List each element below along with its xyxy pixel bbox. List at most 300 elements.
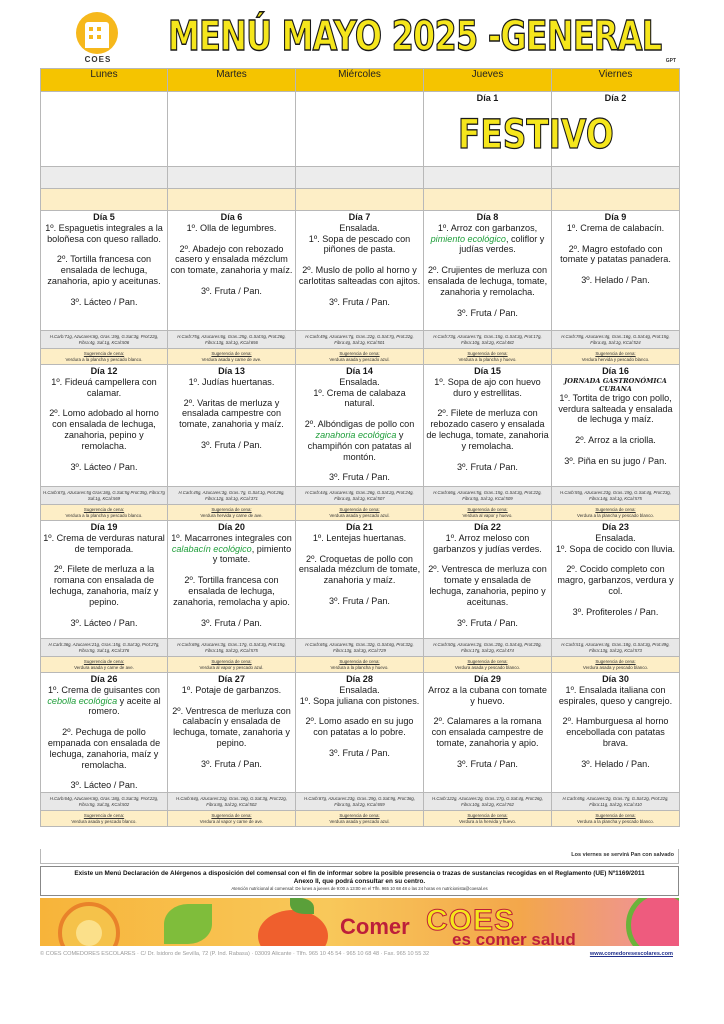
nutrition-info: H.Carb:122g, Azucares:2g, Gras.:17g, G.Sat:4g, Prot:26g, Fibra:10g, Sal:2g, KCal:762 xyxy=(424,793,552,811)
week0-martes xyxy=(168,92,296,167)
dish-text: 1º. Ensalada italiana con espirales, queso y cangrejo. xyxy=(558,684,673,706)
week2-menu-row xyxy=(41,365,680,487)
day-label: Día 13 xyxy=(218,366,245,376)
week1-menu-row xyxy=(41,211,680,331)
dish-line xyxy=(426,685,549,707)
dish-line xyxy=(170,706,293,749)
dish-text: 2º. Arroz a la criolla. xyxy=(575,435,656,446)
dinner-suggestion-label: Sugerencia de cena: xyxy=(339,659,380,665)
week3-menu-row xyxy=(41,521,680,639)
dish-line xyxy=(43,223,165,245)
dinner-suggestion-label: Sugerencia de cena: xyxy=(595,813,636,819)
dish-line xyxy=(426,265,549,297)
weeks-body xyxy=(41,211,680,827)
slogan-comer: Comer xyxy=(340,914,410,939)
dish-text: 3º. Helado / Pan. xyxy=(581,275,650,286)
dinner-suggestion-text: Verdura a la plancha y pescado blanco. xyxy=(577,512,654,518)
dish-text: 2º. Tortilla francesa con ensalada de lechuga, zanahoria, remolacha y apio. xyxy=(173,575,290,607)
dish-line xyxy=(298,265,421,287)
dinner-suggestion xyxy=(424,349,552,365)
dish-text: 1º. Olla de legumbres. xyxy=(186,222,277,233)
menu-cell-viernes xyxy=(552,211,680,331)
dish-line xyxy=(298,223,421,234)
dish-text: 3º. Lácteo / Pan. xyxy=(70,461,138,472)
dinner-suggestion xyxy=(168,349,296,365)
dinner-suggestion-text: Verdura a la plancha y pescado blanco. xyxy=(65,512,143,518)
dish-line xyxy=(170,398,293,430)
dish-text: 3º. Fruta / Pan. xyxy=(457,617,518,628)
day-label: Día 28 xyxy=(346,674,373,684)
menu-cell-lunes xyxy=(41,365,168,487)
nutrition-info: H.Carb:75g, Azucares:6g, Gras.:25g, G.Sat:5g, Prot:26g, Fibra:13g, Sal:1g, KCal:656 xyxy=(168,331,296,349)
logo-text: COES xyxy=(84,55,112,64)
dish-text: 1º. Crema de calabacín. xyxy=(566,222,665,233)
dinner-suggestion-text: Verdura asada y pescado azul. xyxy=(329,356,390,362)
dinner-suggestion-text: Verdura a la plancha y pescado blanco. xyxy=(577,818,654,824)
menu-cell-miercoles xyxy=(296,365,424,487)
dish-text: 2º. Tortilla francesa con ensalada de lechuga, zanahoria, apio y aceitunas. xyxy=(47,254,161,286)
dish-text: , coliflor y judías verdes. xyxy=(459,233,545,255)
dish-line xyxy=(298,596,421,607)
dish-text: 2º. Ventresca de merluza con tomate y ensalada de lechuga, zanahoria, pepino y aceitunas. xyxy=(428,564,547,607)
day-label: Día 19 xyxy=(90,522,118,532)
dish-text: 1º. Lentejas huertanas. xyxy=(312,532,407,543)
dish-line xyxy=(298,472,421,483)
dish-line xyxy=(554,223,677,234)
dinner-suggestion xyxy=(552,505,680,521)
weekday-viernes: Viernes xyxy=(552,69,680,92)
dish-text: 2º. Cocido completo con magro, garbanzos, verdura y col. xyxy=(557,564,674,596)
weekday-jueves: Jueves xyxy=(424,69,552,92)
menu-cell-viernes xyxy=(552,365,680,487)
menu-cell-martes xyxy=(168,211,296,331)
dish-line xyxy=(43,727,165,770)
dinner-suggestion-label: Sugerencia de cena: xyxy=(467,813,508,819)
allergen-line-1: Existe un Menú Declaración de Alérgenos a disposición del comensal con el fin de informar sobre la posible presencia o trazas de sustancias recogidas en el Reglamento (UE) Nº1169/2011 xyxy=(74,870,645,877)
dish-text: 3º. Fruta / Pan. xyxy=(201,439,262,450)
dinner-suggestion xyxy=(296,505,424,521)
dish-text: 1º. Sopa de ajo con huevo duro y estrellitas. xyxy=(434,376,541,398)
dish-text: 3º. Fruta / Pan. xyxy=(329,472,390,483)
dinner-suggestion-label: Sugerencia de cena: xyxy=(211,507,252,513)
week0-nutrition-row xyxy=(41,167,680,189)
friday-note-box xyxy=(40,849,679,864)
dish-text: 3º. Profiteroles / Pan. xyxy=(572,606,659,617)
dinner-suggestion-text: Verdura hervida y pescado blanco. xyxy=(581,356,650,362)
theme-day-label: JORNADA GASTRONÓMICA xyxy=(564,376,667,385)
dish-text: Ensalada. xyxy=(339,376,380,387)
dish-text: 2º. Albóndigas de pollo con xyxy=(304,419,415,430)
dinner-suggestion-text: Verdura a la plancha y huevo. xyxy=(458,356,517,362)
dinner-suggestion-label: Sugerencia de cena: xyxy=(339,507,380,513)
day-label: Día 15 xyxy=(474,366,501,376)
menu-table xyxy=(40,68,680,827)
dish-text: 2º. Abadejo con rebozado casero y ensalada mézclum con tomate, zanahoria y maíz. xyxy=(170,243,293,276)
dish-text: 3º. Fruta / Pan. xyxy=(329,296,390,307)
dish-line xyxy=(426,462,549,473)
dish-line xyxy=(170,286,293,297)
dish-text: 2º. Hamburguesa al horno encebollada con patatas brava. xyxy=(562,716,669,748)
menu-cell-miercoles xyxy=(296,211,424,331)
dish-text: 2º. Calamares a la romana con ensalada campestre de tomate, zanahoria y apio. xyxy=(431,716,544,748)
day-label: Día 22 xyxy=(474,522,501,532)
dinner-suggestion-text: Verdura al vapor y huevo. xyxy=(462,512,513,518)
dish-text: 1º. Arroz con garbanzos, xyxy=(437,222,538,233)
promo-banner xyxy=(40,898,679,946)
day-label: Día 14 xyxy=(346,366,373,376)
menu-cell-jueves xyxy=(424,365,552,487)
dinner-suggestion-label: Sugerencia de cena: xyxy=(595,507,636,513)
dinner-suggestion xyxy=(424,657,552,673)
orange-slice-icon xyxy=(58,902,120,946)
dish-line xyxy=(298,419,421,462)
dish-line xyxy=(298,716,421,738)
dinner-suggestion xyxy=(296,811,424,827)
week3-cena-row xyxy=(41,657,680,673)
dinner-suggestion-label: Sugerencia de cena: xyxy=(339,813,380,819)
dish-text: 2º. Magro estofado con tomate y patatas panadera. xyxy=(560,243,671,265)
dish-line xyxy=(298,377,421,388)
organic-ingredient: cebolla ecológica xyxy=(47,695,118,706)
week4-menu-row xyxy=(41,673,680,793)
dish-line xyxy=(43,618,165,629)
dish-line xyxy=(426,408,549,451)
nutrition-info: H.Carb:66g, Azucares:5g, Gras.:15g, G.Sat:3g, Prot:22g, Fibra:5g, Sal:1g, KCal:509 xyxy=(424,487,552,505)
menu-cell-martes xyxy=(168,521,296,639)
dish-text: 1º. Crema de calabaza natural. xyxy=(313,387,406,409)
dinner-suggestion xyxy=(168,811,296,827)
dish-text: 2º. Pechuga de pollo empanada con ensalada de lechuga, zanahoria, maíz y remolacha. xyxy=(47,727,161,770)
dish-line xyxy=(426,533,549,555)
week1-cena-row xyxy=(41,349,680,365)
menu-cell-miercoles xyxy=(296,673,424,793)
day-label: Día 7 xyxy=(348,212,371,222)
nutrition-info: H.Carb:55g, Azucares:23g, Gras.:19g, G.Sat:4g, Prot:23g, Fibra:14g, Sal:1g, KCal:575 xyxy=(552,487,680,505)
dinner-suggestion xyxy=(424,505,552,521)
nutrition-info: H.Carb:51g, Azucares:4g, Gras.:18g, G.Sat:3g, Prot:49g, Fibra:13g, Sal:2g, KCal:573 xyxy=(552,639,680,657)
nutrition-info: H.Carb:49g, Azucares:7g, Gras.:22g, G.Sat:7g, Prot:22g, Fibra:4g, Sal:1g, KCal:501 xyxy=(296,331,424,349)
dinner-suggestion-text: Verdura asada y pescado blanco. xyxy=(582,664,649,670)
dish-line xyxy=(43,462,165,473)
day-label: Día 8 xyxy=(476,212,499,222)
dish-line xyxy=(298,748,421,759)
dinner-suggestion-label: Sugerencia de cena: xyxy=(467,351,508,357)
dish-line xyxy=(426,564,549,607)
dinner-suggestion-text: Verdura hervida y carne de ave. xyxy=(200,512,263,518)
dish-text: Ensalada. xyxy=(595,532,636,543)
nutrition-info: H.Carb:71g, Azucares:8g, Gras.:19g, G.Sat:3g, Prot:22g, Fibra:4g, Sal:1g, KCal:506 xyxy=(41,331,168,349)
dish-text: 3º. Lácteo / Pan. xyxy=(70,296,138,307)
dish-text: 2º. Filete de merluza con rebozado casero y ensalada de lechuga, tomate, zanahoria y remolacha. xyxy=(426,408,549,451)
dinner-suggestion-label: Sugerencia de cena: xyxy=(83,507,125,513)
dish-line xyxy=(298,685,421,696)
dish-text: Ensalada. xyxy=(339,684,380,695)
dish-line xyxy=(554,244,677,266)
dish-line xyxy=(170,685,293,696)
dish-line xyxy=(170,618,293,629)
day-label: Día 26 xyxy=(90,674,118,684)
dinner-suggestion-label: Sugerencia de cena: xyxy=(83,351,125,357)
page-header xyxy=(40,10,680,68)
dinner-suggestion-label: Sugerencia de cena: xyxy=(467,507,508,513)
dinner-suggestion xyxy=(41,349,168,365)
dish-text: 1º. Espaguetis integrales a la boloñesa con queso rallado. xyxy=(45,222,163,244)
day-label: Día 23 xyxy=(602,522,629,532)
dish-text: 3º. Fruta / Pan. xyxy=(457,307,518,318)
dish-line xyxy=(298,554,421,586)
theme-day-label: CUBANA xyxy=(599,384,632,393)
dish-text: 1º. Potaje de garbanzos. xyxy=(181,684,282,695)
day-label: Día 16 xyxy=(602,366,629,376)
dish-text: 3º. Lácteo / Pan. xyxy=(70,617,138,628)
dish-line xyxy=(298,696,421,707)
dinner-suggestion xyxy=(424,811,552,827)
dish-text: 1º. Arroz meloso con garbanzos y judías verdes. xyxy=(433,532,542,554)
dish-line xyxy=(43,254,165,286)
menu-cell-jueves xyxy=(424,211,552,331)
dinner-suggestion-label: Sugerencia de cena: xyxy=(467,659,508,665)
organic-ingredient: calabacín ecológico xyxy=(171,543,252,554)
dish-line xyxy=(426,759,549,770)
dinner-suggestion-label: Sugerencia de cena: xyxy=(211,351,252,357)
nutrition-info: H.Carb:36g, Azucares:21g, Gras.:15g, G.Sat:3g, Prot:27g, Fibra:5g, Sal:1g, KCal:376 xyxy=(41,639,168,657)
dish-text: 1º. Sopa juliana con pistones. xyxy=(299,695,420,706)
dinner-suggestion-text: Verdura a la plancha y huevo. xyxy=(330,664,389,670)
dinner-suggestion-text: Verdura asada y pescado azul. xyxy=(329,818,390,824)
dish-line xyxy=(426,377,549,399)
dish-line xyxy=(298,533,421,544)
week2-nutrition-row xyxy=(41,487,680,505)
slogan-salud: es comer salud xyxy=(452,930,576,946)
dish-text: Arroz a la cubana con tomate y huevo. xyxy=(428,684,547,706)
day-label: Día 27 xyxy=(218,674,245,684)
dinner-suggestion-text: Verdura al vapor y pescado azul. xyxy=(199,664,264,670)
menu-cell-miercoles xyxy=(296,521,424,639)
nutrition-info: H.Carb:50g, Azucares:2g, Gras.:20g, G.Sat:4g, Prot:20g, Fibra:17g, Sal:2g, KCal:474 xyxy=(424,639,552,657)
dish-text: 1º. Tortita de trigo con pollo, verdura salteada y ensalada de lechuga y maíz. xyxy=(558,392,673,425)
dish-line xyxy=(426,223,549,255)
week3-nutrition-row xyxy=(41,639,680,657)
organic-ingredient: zanahoria ecológica xyxy=(315,429,397,440)
website-link[interactable]: www.comedoresescolares.com xyxy=(589,951,673,957)
dinner-suggestion-label: Sugerencia de cena: xyxy=(211,659,252,665)
dinner-suggestion-text: Verdura asada y pescado blanco. xyxy=(71,818,137,824)
dinner-suggestion-text: Verdura a la plancha y pescado blanco. xyxy=(65,356,143,362)
dish-text: 3º. Fruta / Pan. xyxy=(457,461,518,472)
dish-text: y aceite al romero. xyxy=(88,695,161,717)
dish-line xyxy=(554,275,677,286)
day-label: Día 29 xyxy=(474,674,501,684)
dish-line xyxy=(170,575,293,607)
dish-text: 1º. Fideuá campellera con calamar. xyxy=(51,376,157,398)
dish-line xyxy=(43,780,165,791)
weekday-header-row xyxy=(41,69,680,92)
week1-nutrition-row xyxy=(41,331,680,349)
dish-line xyxy=(426,716,549,748)
dish-line xyxy=(298,388,421,410)
dish-text: 2º. Filete de merluza a la romana con ensalada de lechuga, zanahoria, maíz y pepino. xyxy=(49,564,159,607)
friday-note: Los viernes se servirá Pan con salvado xyxy=(571,852,674,858)
menu-cell-martes xyxy=(168,673,296,793)
week0-miercoles xyxy=(296,92,424,167)
dinner-suggestion-text: Verdura al vapor y carne de ave. xyxy=(199,818,264,824)
dinner-suggestion-label: Sugerencia de cena: xyxy=(83,659,125,665)
dish-text: , pimiento y tomate. xyxy=(212,543,292,565)
day-label: Día 21 xyxy=(346,522,373,532)
nutrition-info: H.Carb:65g, Azucares:9g, Gras.:32g, G.Sat:6g, Prot:32g, Fibra:13g, Sal:3g, KCal:729 xyxy=(296,639,424,657)
dish-line xyxy=(170,533,293,565)
dinner-suggestion-text: Verdura asada y pescado azul. xyxy=(329,512,390,518)
nutrition-info: H.Carb:69g, Azucares:3g, Gras.:17g, G.Sat:3g, Prot:15g, Fibra:15g, Sal:2g, KCal:575 xyxy=(168,639,296,657)
dish-line xyxy=(43,297,165,308)
week0-lunes xyxy=(41,92,168,167)
dish-text: 3º. Fruta / Pan. xyxy=(457,758,518,769)
dinner-suggestion-label: Sugerencia de cena: xyxy=(595,659,636,665)
dish-line xyxy=(554,393,677,425)
nutrition-info: H.Carb:45g, Azucares:3g, Gras.:7g, G.Sat:1g, Prot:26g, Fibra:12g, Sal:1g, KCal:371 xyxy=(168,487,296,505)
day-label: Día 5 xyxy=(93,212,115,222)
week2-cena-row xyxy=(41,505,680,521)
festivo-label: FESTIVO xyxy=(458,112,614,158)
dinner-suggestion-text: Verdura asada y carne de ave. xyxy=(74,664,134,670)
nutrition-info: H.Carb:87g, Azucares:23g, Gras.:29g, G.Sat:9g, Prot:36g, Fibra:5g, Sal:2g, KCal:659 xyxy=(296,793,424,811)
dish-text: 3º. Fruta / Pan. xyxy=(329,747,390,758)
dinner-suggestion-label: Sugerencia de cena: xyxy=(211,813,252,819)
dish-text: Ensalada. xyxy=(339,222,380,233)
dish-text: 2º. Lomo asado en su jugo con patatas a lo pobre. xyxy=(305,716,414,738)
day-label: Día 20 xyxy=(218,522,245,532)
dish-text: 3º. Fruta / Pan. xyxy=(201,285,262,296)
week4-nutrition-row xyxy=(41,793,680,811)
dinner-suggestion xyxy=(552,349,680,365)
dish-line xyxy=(170,244,293,276)
nutrition-info: H.Carb:65g, Azucares:2g, Gras.:7g, G.Sat:2g, Prot:22g, Fibra:11g, Sal:2g, KCal:410 xyxy=(552,793,680,811)
apple-icon xyxy=(258,910,328,946)
dish-text: 3º. Helado / Pan. xyxy=(581,758,650,769)
dinner-suggestion-label: Sugerencia de cena: xyxy=(83,813,125,819)
week4-cena-row xyxy=(41,811,680,827)
dish-text: y champiñón con patatas al montón. xyxy=(307,429,412,462)
dinner-suggestion-label: Sugerencia de cena: xyxy=(339,351,380,357)
dinner-suggestion xyxy=(168,657,296,673)
menu-cell-lunes xyxy=(41,673,168,793)
slogan-coes: COES xyxy=(426,904,516,937)
dish-line xyxy=(170,223,293,234)
dish-text: 1º. Crema de guisantes con xyxy=(47,684,160,695)
dinner-suggestion xyxy=(552,657,680,673)
dish-line xyxy=(170,759,293,770)
dish-text: 3º. Fruta / Pan. xyxy=(329,595,390,606)
nutrition-info: H.Carb:78g, Azucares:4g, Gras.:16g, G.Sat:4g, Prot:15g, Fibra:4g, Sal:1g, KCal:524 xyxy=(552,331,680,349)
dish-line xyxy=(43,533,165,555)
coes-logo xyxy=(72,10,128,68)
dish-text: 2º. Lomo adobado al horno con ensalada de lechuga, zanahoria, pepino y remolacha. xyxy=(49,408,159,451)
dish-text: 3º. Fruta / Pan. xyxy=(201,617,262,628)
dish-text: 2º. Croquetas de pollo con ensalada mézclum de tomate, zanahoria y maíz. xyxy=(298,553,421,586)
menu-cell-martes xyxy=(168,365,296,487)
dish-text: 2º. Crujientes de merluza con ensalada de lechuga, tomate, zanahoria y remolacha. xyxy=(427,265,548,297)
dish-text: 1º. Crema de verduras natural de temporada. xyxy=(43,532,165,554)
dish-line xyxy=(426,308,549,319)
menu-cell-jueves xyxy=(424,521,552,639)
allergen-line-3: Atención nutricional al comensal: De lunes a jueves de 9:00 a 13:00 en el Tlfn. 965 10 68 48 o las 24 horas en nutricionista@coesal.es xyxy=(231,886,488,891)
day-label: Día 6 xyxy=(220,212,243,222)
dinner-suggestion xyxy=(168,505,296,521)
day-label: Día 9 xyxy=(604,212,627,222)
dinner-suggestion xyxy=(296,349,424,365)
nutrition-info: H.Carb:64g, Azucares:8g, Gras.:18g, G.Sat:3g, Prot:22g, Fibra:5g, Sal:3g, KCal:502 xyxy=(41,793,168,811)
allergen-notice xyxy=(40,866,679,896)
dish-line xyxy=(43,564,165,607)
dish-line xyxy=(554,685,677,707)
dish-line xyxy=(170,440,293,451)
dish-line xyxy=(298,234,421,256)
dish-text: 3º. Piña en su jugo / Pan. xyxy=(564,455,667,466)
dish-line xyxy=(554,716,677,748)
dinner-suggestion-text: Verdura a la hervida y huevo. xyxy=(458,818,517,824)
dish-line xyxy=(554,456,677,467)
dish-text: 1º. Macarrones integrales con xyxy=(171,532,292,543)
dish-line xyxy=(43,685,165,717)
menu-cell-lunes xyxy=(41,211,168,331)
dish-text: 2º. Varitas de merluza y ensalada campestre con tomate, zanahoria y maíz. xyxy=(179,397,284,430)
menu-cell-viernes xyxy=(552,673,680,793)
dinner-suggestion-label: Sugerencia de cena: xyxy=(595,351,636,357)
footer-address: © COES COMEDORES ESCOLARES · C/ Dr. Isidoro de Sevilla, 72 (P. Ind. Rabasa) · 03009 Alicante · Tlfn. 965 10 45 54 · 965 10 68 48 · Fax. 965 10 55 32 xyxy=(40,951,430,957)
weekday-martes: Martes xyxy=(168,69,296,92)
dinner-suggestion xyxy=(296,657,424,673)
weekday-lunes: Lunes xyxy=(41,69,168,92)
dish-text: 2º. Muslo de pollo al horno y carlotitas salteadas con ajitos. xyxy=(298,265,421,286)
dish-text: 3º. Lácteo / Pan. xyxy=(70,780,138,791)
dinner-suggestion xyxy=(41,657,168,673)
page-title: MENÚ MAYO 2025 -GENERAL xyxy=(168,12,662,60)
day-label: Día 1 xyxy=(476,93,499,103)
dish-line xyxy=(554,564,677,596)
menu-cell-viernes xyxy=(552,521,680,639)
watermelon-icon xyxy=(626,898,679,946)
dish-text: 2º. Ventresca de merluza con calabacín y ensalada de lechuga, tomate, zanahoria y pepino. xyxy=(172,705,291,748)
week0-cena-row xyxy=(41,189,680,211)
dish-line xyxy=(554,544,677,555)
dinner-suggestion xyxy=(41,811,168,827)
dinner-suggestion-text: Verdura asada y pescado blanco. xyxy=(454,664,521,670)
dish-line xyxy=(170,377,293,388)
dish-line xyxy=(426,618,549,629)
dish-text: 1º. Sopa de cocido con lluvia. xyxy=(555,543,676,554)
dish-line xyxy=(554,435,677,446)
page-footer xyxy=(40,951,679,957)
dinner-suggestion-text: Verdura asada y carne de ave. xyxy=(201,356,262,362)
day-label: Día 2 xyxy=(604,93,627,103)
dish-line xyxy=(43,377,165,399)
leaf-icon xyxy=(164,904,212,944)
nutrition-info: H.Carb:67g, Azucares:5g Gras:18g, G.Sat:5g Prot:35g, Fibra:7g Sal:1g, KCal:569 xyxy=(41,487,168,505)
dish-line xyxy=(554,533,677,544)
dinner-suggestion xyxy=(41,505,168,521)
allergen-line-2: Anexo II, que podrá consultar en su centro. xyxy=(293,878,426,885)
menu-code: GPT xyxy=(665,58,676,64)
menu-cell-jueves xyxy=(424,673,552,793)
day-label: Día 12 xyxy=(90,366,118,376)
menu-cell-lunes xyxy=(41,521,168,639)
dish-line xyxy=(554,759,677,770)
dish-text: 1º. Sopa de pescado con piñones de pasta. xyxy=(308,233,411,255)
nutrition-info: H.Carb:44g, Azucares:4g, Gras.:26g, G.Sat:2g, Prot:24g, Fibra:4g, Sal:1g, KCal:507 xyxy=(296,487,424,505)
dish-text: 3º. Fruta / Pan. xyxy=(201,758,262,769)
dish-line xyxy=(554,607,677,618)
organic-ingredient: pimiento ecológico xyxy=(430,233,506,244)
